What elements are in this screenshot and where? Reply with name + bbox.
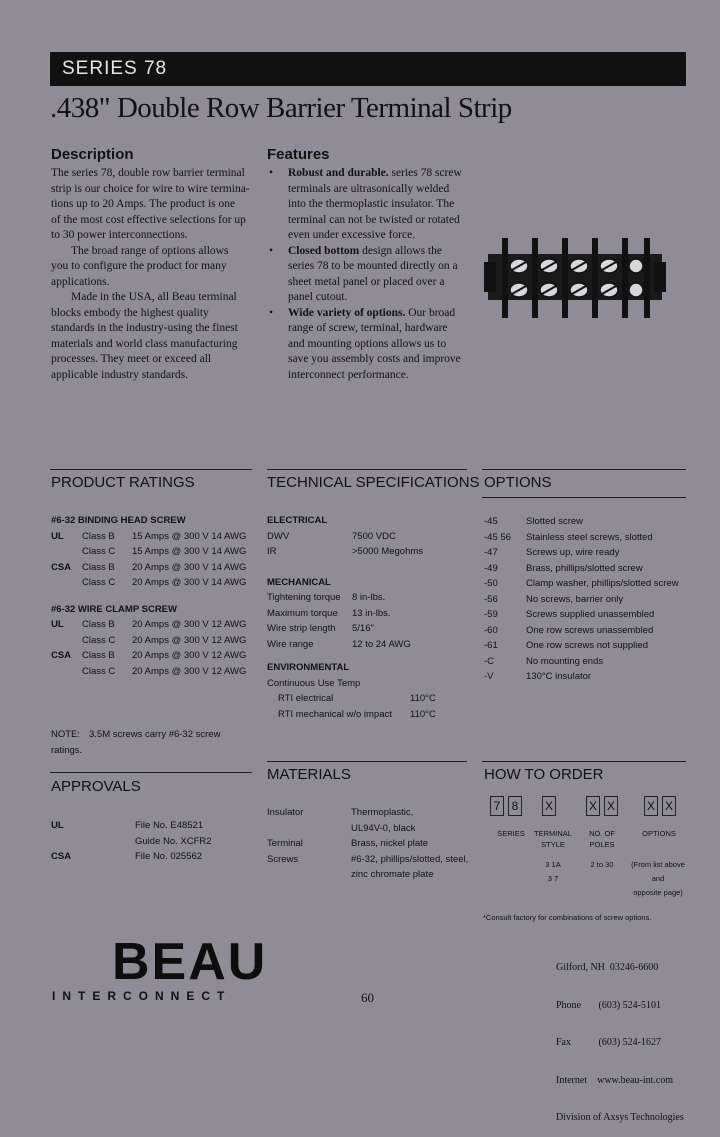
spec-value: >5000 Megohms [352,546,424,557]
desc-line: The series 78, double row barrier terminal [51,167,245,179]
rating-value: 20 Amps @ 300 V 12 AWG [132,634,247,646]
material-key: Insulator [267,807,304,818]
option-desc: Screws up, wire ready [526,547,620,558]
spec-value: 8 in-lbs. [352,592,386,603]
option-code: -V [484,671,494,682]
material-row [267,821,472,837]
spec-value: 110°C [410,708,436,720]
feature-line: panel cutout. [288,291,348,303]
rule [482,469,686,470]
spec-row [267,544,472,560]
ratings-group-title: #6-32 WIRE CLAMP SCREW [51,603,177,615]
spec-row [267,529,472,545]
rating-agency: UL [51,530,64,542]
order-label: NO. OF POLES [589,829,615,849]
company-logo-sub: INTERCONNECT [52,989,232,1003]
option-code: -47 [484,547,498,558]
ratings-note [51,727,256,743]
rating-class: Class C [82,577,116,588]
rule [482,761,686,762]
desc-line: of the most cost effective selections for up [51,213,246,226]
desc-line: The broad range of options allows [71,244,229,257]
rating-value: 20 Amps @ 300 V 12 AWG [132,650,247,661]
order-value: (From list above [631,860,685,869]
spec-key: RTI electrical [278,693,334,704]
approval-row [51,849,256,865]
feature-line: and mounting options allows us to [288,337,447,350]
tech-group-title: ELECTRICAL [267,515,328,526]
rating-value: 20 Amps @ 300 V 12 AWG [132,619,247,630]
desc-line: blocks embody the highest quality [51,306,209,319]
material-key [267,821,351,837]
feature-lead: Wide variety of options. [288,306,406,319]
option-row [484,607,684,623]
option-code: -49 [484,562,498,574]
options-heading: OPTIONS [484,474,552,491]
option-row [484,654,684,670]
option-row [484,545,684,561]
rating-row [51,633,256,649]
desc-line: to 30 power interconnections. [51,229,188,241]
contact-line: Division of Axsys Technologies [556,1112,684,1123]
material-value: Brass, nickel plate [351,838,429,849]
rule [482,497,686,498]
feature-line: series 78 to be mounted directly on a [288,260,458,272]
material-value: Thermoplastic, [351,807,414,818]
rating-agency [51,544,82,560]
material-value: UL94V-0, black [351,822,416,834]
approval-row [51,834,256,850]
option-desc: Stainless steel screws, slotted [526,531,653,543]
spec-row [267,621,472,637]
rating-value: 20 Amps @ 300 V 14 AWG [132,561,247,573]
desc-line: processes. They meet or exceed all [51,353,212,365]
approval-agency: UL [51,820,64,831]
spec-value: 7500 VDC [352,530,396,542]
spec-row [267,691,472,707]
feature-line: terminal can not be twisted or rotated [288,213,460,226]
order-label: SERIES [497,829,525,838]
description-section [51,146,256,383]
order-value: 3 1A [545,860,561,869]
rating-class: Class C [82,634,116,646]
rating-row [51,575,256,591]
desc-line: strip is our choice for wire to wire termina- [51,182,250,195]
spec-value: 13 in-lbs. [352,607,391,619]
option-desc: Brass, phillips/slotted screw [526,562,643,574]
ratings-group-title: #6-32 BINDING HEAD SCREW [51,515,186,526]
desc-line: standards in the industry-using the finest [51,322,238,334]
company-logo: BEAU [112,933,268,991]
feature-line: sheet metal panel or placed over a [288,275,445,288]
rating-agency: CSA [51,561,72,573]
terminal-strip-image [484,232,666,324]
note-text: ratings. [51,744,83,756]
option-code: -50 [484,578,498,589]
feature-line: terminals are ultrasonically welded [288,182,450,195]
tech-group-title: MECHANICAL [267,576,331,588]
spec-key: Wire strip length [267,623,336,634]
option-desc: One row screws unassembled [526,624,654,636]
feature-line: interconnect performance. [288,368,409,381]
contact-line: Phone (603) 524-5101 [556,999,661,1011]
rating-row [51,529,256,545]
desc-line: materials and world class manufacturing [51,337,238,350]
rating-agency: CSA [51,650,72,661]
order-heading: HOW TO ORDER [484,766,604,783]
order-box: X [586,796,600,816]
material-key [267,867,351,883]
option-desc: Clamp washer, phillips/slotted screw [526,578,679,589]
tech-heading: TECHNICAL SPECIFICATIONS [267,474,480,491]
spec-row [267,637,472,653]
desc-line: you to configure the product for many [51,260,227,272]
option-row [484,514,684,530]
feature-lead: Closed bottom [288,244,360,257]
material-key: Screws [267,853,299,865]
feature-line: range of screw, terminal, hardware [288,322,448,334]
rating-class: Class B [82,561,115,573]
bullet-icon: • [269,244,274,257]
material-row [267,805,472,821]
material-value: #6-32, phillips/slotted, steel, [351,853,469,865]
tech-group-title: ENVIRONMENTAL [267,662,350,673]
contact-line: Fax (603) 524-1627 [556,1037,661,1048]
order-box: 7 [490,796,504,816]
ratings-heading: PRODUCT RATINGS [51,474,195,491]
spec-row [267,606,472,622]
bullet-icon: • [269,167,274,179]
page-number: 60 [361,990,374,1005]
description-heading: Description [51,146,134,163]
features-section [267,146,482,383]
materials-heading: MATERIALS [267,766,351,783]
rating-value: 15 Amps @ 300 V 14 AWG [132,530,247,542]
rating-agency [51,664,82,680]
order-box: X [604,796,618,816]
spec-key: DWV [267,530,290,542]
description-body [51,166,256,383]
materials-table [267,805,472,883]
approval-text: File No. 025562 [135,851,203,862]
options-table [484,514,684,685]
rating-row [51,617,256,633]
material-key: Terminal [267,838,303,849]
order-value: and [651,874,665,883]
material-row [267,836,472,852]
tech-table [267,513,472,722]
feature-lead: Robust and durable. [288,167,389,179]
spec-key: Tightening torque [267,592,341,603]
rating-row [51,664,256,680]
option-desc: Slotted screw [526,516,584,527]
rating-class: Class B [82,530,115,542]
desc-line: applications. [51,275,110,288]
spec-value: 110°C [410,693,436,704]
order-box: X [542,796,556,816]
option-row [484,623,684,639]
note-label: NOTE: [51,729,81,740]
approvals-table [51,818,256,865]
rating-row [51,648,256,664]
page-title: .438" Double Row Barrier Terminal Strip [50,92,512,124]
approval-text: File No. E48521 [135,820,204,831]
spec-key: Wire range [267,638,314,650]
option-row [484,669,684,685]
spec-value: 12 to 24 AWG [352,638,411,650]
option-desc: No screws, barrier only [526,593,624,605]
note-text: 3.5M screws carry #6-32 screw [89,729,221,740]
option-code: -61 [484,640,498,651]
order-box: 8 [508,796,522,816]
option-desc: Screws supplied unassembled [526,609,655,620]
rating-value: 20 Amps @ 300 V 12 AWG [132,665,247,677]
option-code: -59 [484,609,498,620]
spec-row [267,590,472,606]
feature-item [267,166,482,244]
features-heading: Features [267,146,330,163]
material-row [267,852,472,868]
option-code: -45 [484,516,498,527]
rule [50,469,252,470]
rule [267,761,467,762]
order-box: X [644,796,658,816]
bullet-icon: • [269,306,274,319]
order-value: opposite page) [633,888,683,897]
contact-line: Gilford, NH 03246-6600 [556,962,659,973]
feature-item [267,244,482,306]
option-code: -56 [484,593,498,605]
rating-value: 15 Amps @ 300 V 14 AWG [132,546,247,557]
order-value: 3 7 [547,874,559,883]
spec-key: RTI mechanical w/o impact [278,708,392,720]
material-value: zinc chromate plate [351,869,434,880]
desc-line: tions up to 20 Amps. The product is one [51,198,236,210]
rating-class: Class B [82,650,115,661]
desc-line: Made in the USA, all Beau terminal [71,291,237,303]
approval-agency [51,834,135,850]
ratings-table [51,513,256,758]
option-code: -60 [484,624,498,636]
series-banner [50,52,686,86]
rating-agency [51,633,82,649]
order-label: OPTIONS [642,829,676,838]
option-row [484,561,684,577]
feature-line: Our broad [405,306,456,319]
rating-row [51,560,256,576]
rating-agency [51,575,82,591]
rule [50,772,252,773]
order-label: TERMINAL STYLE [534,829,572,849]
approval-agency: CSA [51,851,72,862]
option-row [484,638,684,654]
option-row [484,576,684,592]
option-desc: No mounting ends [526,655,604,667]
option-desc: 130°C insulator [526,671,592,682]
series-label: SERIES 78 [62,58,168,79]
material-row [267,867,472,883]
feature-line: series 78 screw [388,167,462,179]
option-row [484,592,684,608]
company-contact [556,937,684,1137]
feature-line: save you assembly costs and improve [288,353,461,365]
rating-class: Class C [82,665,116,677]
spec-key: IR [267,546,277,557]
contact-line: Internet www.beau-int.com [556,1074,674,1086]
rating-class: Class C [82,546,116,557]
order-value: 2 to 30 [590,860,614,869]
spec-key: Maximum torque [267,607,338,619]
option-desc: One row screws not supplied [526,640,648,651]
rule [267,469,467,470]
rating-agency: UL [51,619,64,630]
env-subtitle: Continuous Use Temp [267,677,361,689]
approvals-heading: APPROVALS [51,778,141,795]
rating-class: Class B [82,619,115,630]
option-code: -45 56 [484,531,511,543]
feature-line: even under excessive force. [288,229,416,241]
approval-text: Guide No. XCFR2 [135,835,212,847]
option-row [484,530,684,546]
spec-row [267,707,472,723]
spec-value: 5/16" [352,623,374,634]
feature-item [267,306,482,384]
order-footnote: *Consult factory for combinations of screw options. [483,913,652,922]
rating-value: 20 Amps @ 300 V 14 AWG [132,577,247,588]
approval-row [51,818,256,834]
rating-row [51,544,256,560]
desc-line: applicable industry standards. [51,368,189,381]
feature-line: design allows the [359,244,442,257]
feature-line: into the thermoplastic insulator. The [288,198,455,210]
option-code: -C [484,655,495,667]
order-box: X [662,796,676,816]
